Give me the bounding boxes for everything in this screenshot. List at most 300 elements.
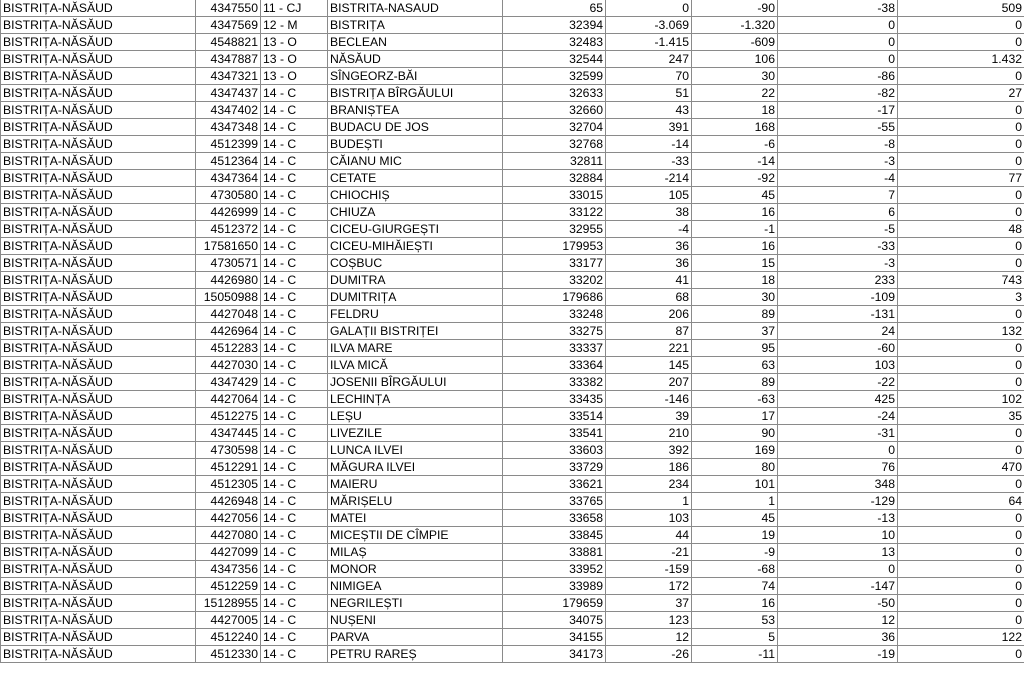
- cell-value-4[interactable]: 27: [898, 85, 1024, 102]
- cell-value-3[interactable]: 24: [778, 323, 898, 340]
- cell-value-1[interactable]: 186: [606, 459, 692, 476]
- cell-county[interactable]: BISTRIȚA-NĂSĂUD: [1, 646, 196, 663]
- cell-value-2[interactable]: 169: [692, 442, 778, 459]
- cell-locality[interactable]: NUȘENI: [328, 612, 503, 629]
- cell-county[interactable]: BISTRIȚA-NĂSĂUD: [1, 374, 196, 391]
- cell-code[interactable]: 4347356: [196, 561, 261, 578]
- cell-value-4[interactable]: 3: [898, 289, 1024, 306]
- cell-value-3[interactable]: 0: [778, 34, 898, 51]
- cell-locality[interactable]: BISTRIȚA BÎRGĂULUI: [328, 85, 503, 102]
- cell-value-4[interactable]: 0: [898, 578, 1024, 595]
- cell-value-3[interactable]: -60: [778, 340, 898, 357]
- cell-category[interactable]: 14 - C: [261, 629, 328, 646]
- cell-value-3[interactable]: -50: [778, 595, 898, 612]
- cell-code[interactable]: 4512305: [196, 476, 261, 493]
- cell-value-1[interactable]: 68: [606, 289, 692, 306]
- cell-value-4[interactable]: 0: [898, 561, 1024, 578]
- cell-value-2[interactable]: 17: [692, 408, 778, 425]
- cell-value-2[interactable]: 30: [692, 289, 778, 306]
- cell-id[interactable]: 33275: [503, 323, 606, 340]
- cell-locality[interactable]: BUDEȘTI: [328, 136, 503, 153]
- cell-code[interactable]: 4512275: [196, 408, 261, 425]
- cell-code[interactable]: 15050988: [196, 289, 261, 306]
- cell-value-2[interactable]: 15: [692, 255, 778, 272]
- cell-value-2[interactable]: 45: [692, 187, 778, 204]
- cell-category[interactable]: 14 - C: [261, 187, 328, 204]
- cell-category[interactable]: 14 - C: [261, 323, 328, 340]
- cell-county[interactable]: BISTRIȚA-NĂSĂUD: [1, 459, 196, 476]
- cell-value-3[interactable]: -5: [778, 221, 898, 238]
- cell-county[interactable]: BISTRIȚA-NĂSĂUD: [1, 85, 196, 102]
- cell-category[interactable]: 13 - O: [261, 68, 328, 85]
- cell-county[interactable]: BISTRIȚA-NĂSĂUD: [1, 306, 196, 323]
- cell-value-1[interactable]: -1.415: [606, 34, 692, 51]
- cell-category[interactable]: 14 - C: [261, 391, 328, 408]
- cell-locality[interactable]: LUNCA ILVEI: [328, 442, 503, 459]
- cell-value-4[interactable]: 0: [898, 476, 1024, 493]
- cell-category[interactable]: 11 - CJ: [261, 0, 328, 17]
- cell-value-3[interactable]: 425: [778, 391, 898, 408]
- cell-locality[interactable]: MICEȘTII DE CÎMPIE: [328, 527, 503, 544]
- cell-value-2[interactable]: -63: [692, 391, 778, 408]
- cell-value-4[interactable]: 0: [898, 68, 1024, 85]
- cell-value-2[interactable]: -14: [692, 153, 778, 170]
- cell-county[interactable]: BISTRIȚA-NĂSĂUD: [1, 408, 196, 425]
- cell-category[interactable]: 14 - C: [261, 476, 328, 493]
- cell-value-4[interactable]: 64: [898, 493, 1024, 510]
- cell-id[interactable]: 33845: [503, 527, 606, 544]
- cell-value-1[interactable]: 103: [606, 510, 692, 527]
- cell-code[interactable]: 4347364: [196, 170, 261, 187]
- cell-code[interactable]: 4347402: [196, 102, 261, 119]
- cell-locality[interactable]: BISTRITA-NASAUD: [328, 0, 503, 17]
- cell-county[interactable]: BISTRIȚA-NĂSĂUD: [1, 425, 196, 442]
- cell-value-4[interactable]: 0: [898, 187, 1024, 204]
- cell-value-3[interactable]: 76: [778, 459, 898, 476]
- cell-code[interactable]: 4347569: [196, 17, 261, 34]
- cell-value-3[interactable]: 0: [778, 442, 898, 459]
- cell-value-4[interactable]: 0: [898, 357, 1024, 374]
- cell-id[interactable]: 32955: [503, 221, 606, 238]
- cell-county[interactable]: BISTRIȚA-NĂSĂUD: [1, 493, 196, 510]
- cell-id[interactable]: 33015: [503, 187, 606, 204]
- cell-county[interactable]: BISTRIȚA-NĂSĂUD: [1, 323, 196, 340]
- cell-value-3[interactable]: 348: [778, 476, 898, 493]
- cell-value-2[interactable]: -92: [692, 170, 778, 187]
- cell-id[interactable]: 34173: [503, 646, 606, 663]
- cell-code[interactable]: 4730598: [196, 442, 261, 459]
- cell-category[interactable]: 14 - C: [261, 340, 328, 357]
- cell-id[interactable]: 179953: [503, 238, 606, 255]
- cell-locality[interactable]: CĂIANU MIC: [328, 153, 503, 170]
- cell-value-2[interactable]: -90: [692, 0, 778, 17]
- cell-value-2[interactable]: 18: [692, 272, 778, 289]
- cell-category[interactable]: 14 - C: [261, 459, 328, 476]
- cell-value-2[interactable]: 106: [692, 51, 778, 68]
- cell-value-1[interactable]: 145: [606, 357, 692, 374]
- cell-value-3[interactable]: -17: [778, 102, 898, 119]
- cell-locality[interactable]: CHIOCHIȘ: [328, 187, 503, 204]
- cell-value-3[interactable]: -3: [778, 153, 898, 170]
- cell-code[interactable]: 4347437: [196, 85, 261, 102]
- cell-locality[interactable]: FELDRU: [328, 306, 503, 323]
- cell-id[interactable]: 33435: [503, 391, 606, 408]
- cell-id[interactable]: 33122: [503, 204, 606, 221]
- cell-value-2[interactable]: 101: [692, 476, 778, 493]
- cell-code[interactable]: 4730571: [196, 255, 261, 272]
- cell-value-3[interactable]: 0: [778, 17, 898, 34]
- cell-code[interactable]: 4427048: [196, 306, 261, 323]
- cell-value-3[interactable]: -31: [778, 425, 898, 442]
- cell-value-4[interactable]: 0: [898, 238, 1024, 255]
- cell-locality[interactable]: LECHINȚA: [328, 391, 503, 408]
- cell-category[interactable]: 14 - C: [261, 221, 328, 238]
- cell-value-3[interactable]: 7: [778, 187, 898, 204]
- cell-locality[interactable]: PETRU RAREȘ: [328, 646, 503, 663]
- cell-value-1[interactable]: -159: [606, 561, 692, 578]
- cell-id[interactable]: 33382: [503, 374, 606, 391]
- cell-locality[interactable]: LEȘU: [328, 408, 503, 425]
- cell-county[interactable]: BISTRIȚA-NĂSĂUD: [1, 238, 196, 255]
- cell-code[interactable]: 4347348: [196, 119, 261, 136]
- cell-value-1[interactable]: 87: [606, 323, 692, 340]
- cell-code[interactable]: 4347887: [196, 51, 261, 68]
- cell-value-1[interactable]: 38: [606, 204, 692, 221]
- cell-code[interactable]: 4730580: [196, 187, 261, 204]
- cell-county[interactable]: BISTRIȚA-NĂSĂUD: [1, 255, 196, 272]
- cell-value-4[interactable]: 0: [898, 136, 1024, 153]
- cell-county[interactable]: BISTRIȚA-NĂSĂUD: [1, 340, 196, 357]
- cell-category[interactable]: 14 - C: [261, 527, 328, 544]
- cell-code[interactable]: 4512330: [196, 646, 261, 663]
- cell-value-3[interactable]: -24: [778, 408, 898, 425]
- cell-value-3[interactable]: -3: [778, 255, 898, 272]
- cell-value-3[interactable]: -38: [778, 0, 898, 17]
- cell-value-1[interactable]: 392: [606, 442, 692, 459]
- cell-category[interactable]: 12 - M: [261, 17, 328, 34]
- cell-county[interactable]: BISTRIȚA-NĂSĂUD: [1, 153, 196, 170]
- cell-value-4[interactable]: 77: [898, 170, 1024, 187]
- cell-county[interactable]: BISTRIȚA-NĂSĂUD: [1, 272, 196, 289]
- cell-value-1[interactable]: 172: [606, 578, 692, 595]
- cell-id[interactable]: 32544: [503, 51, 606, 68]
- cell-id[interactable]: 33729: [503, 459, 606, 476]
- cell-county[interactable]: BISTRIȚA-NĂSĂUD: [1, 629, 196, 646]
- cell-county[interactable]: BISTRIȚA-NĂSĂUD: [1, 119, 196, 136]
- cell-county[interactable]: BISTRIȚA-NĂSĂUD: [1, 527, 196, 544]
- cell-code[interactable]: 4347550: [196, 0, 261, 17]
- cell-code[interactable]: 4512291: [196, 459, 261, 476]
- cell-locality[interactable]: CICEU-MIHĂIEȘTI: [328, 238, 503, 255]
- cell-county[interactable]: BISTRIȚA-NĂSĂUD: [1, 357, 196, 374]
- cell-category[interactable]: 14 - C: [261, 357, 328, 374]
- cell-value-3[interactable]: 12: [778, 612, 898, 629]
- cell-category[interactable]: 14 - C: [261, 119, 328, 136]
- cell-code[interactable]: 4548821: [196, 34, 261, 51]
- cell-value-4[interactable]: 102: [898, 391, 1024, 408]
- cell-locality[interactable]: NEGRILEȘTI: [328, 595, 503, 612]
- cell-id[interactable]: 179659: [503, 595, 606, 612]
- cell-value-4[interactable]: 0: [898, 595, 1024, 612]
- cell-locality[interactable]: GALAȚII BISTRIȚEI: [328, 323, 503, 340]
- cell-category[interactable]: 14 - C: [261, 85, 328, 102]
- cell-value-1[interactable]: 391: [606, 119, 692, 136]
- cell-code[interactable]: 4426999: [196, 204, 261, 221]
- cell-id[interactable]: 33765: [503, 493, 606, 510]
- cell-category[interactable]: 14 - C: [261, 374, 328, 391]
- cell-locality[interactable]: BECLEAN: [328, 34, 503, 51]
- cell-value-2[interactable]: 16: [692, 204, 778, 221]
- cell-locality[interactable]: MAIERU: [328, 476, 503, 493]
- cell-category[interactable]: 14 - C: [261, 612, 328, 629]
- cell-value-3[interactable]: -55: [778, 119, 898, 136]
- cell-value-4[interactable]: 0: [898, 255, 1024, 272]
- cell-id[interactable]: 33364: [503, 357, 606, 374]
- cell-value-3[interactable]: -22: [778, 374, 898, 391]
- cell-value-1[interactable]: 221: [606, 340, 692, 357]
- cell-value-4[interactable]: 0: [898, 340, 1024, 357]
- cell-value-1[interactable]: 51: [606, 85, 692, 102]
- cell-locality[interactable]: ILVA MICĂ: [328, 357, 503, 374]
- cell-value-4[interactable]: 35: [898, 408, 1024, 425]
- cell-county[interactable]: BISTRIȚA-NĂSĂUD: [1, 68, 196, 85]
- cell-code[interactable]: 15128955: [196, 595, 261, 612]
- cell-value-2[interactable]: 22: [692, 85, 778, 102]
- cell-category[interactable]: 14 - C: [261, 408, 328, 425]
- cell-value-4[interactable]: 1.432: [898, 51, 1024, 68]
- cell-value-2[interactable]: 16: [692, 238, 778, 255]
- cell-county[interactable]: BISTRIȚA-NĂSĂUD: [1, 442, 196, 459]
- cell-value-2[interactable]: 37: [692, 323, 778, 340]
- cell-value-2[interactable]: 63: [692, 357, 778, 374]
- cell-code[interactable]: 4426964: [196, 323, 261, 340]
- cell-value-2[interactable]: 80: [692, 459, 778, 476]
- cell-id[interactable]: 34075: [503, 612, 606, 629]
- cell-category[interactable]: 14 - C: [261, 136, 328, 153]
- cell-county[interactable]: BISTRIȚA-NĂSĂUD: [1, 17, 196, 34]
- cell-code[interactable]: 4426980: [196, 272, 261, 289]
- cell-value-4[interactable]: 0: [898, 510, 1024, 527]
- cell-value-1[interactable]: 36: [606, 238, 692, 255]
- cell-code[interactable]: 4427056: [196, 510, 261, 527]
- cell-category[interactable]: 14 - C: [261, 646, 328, 663]
- cell-code[interactable]: 4427064: [196, 391, 261, 408]
- cell-value-1[interactable]: 234: [606, 476, 692, 493]
- cell-value-3[interactable]: -4: [778, 170, 898, 187]
- cell-value-2[interactable]: 74: [692, 578, 778, 595]
- cell-county[interactable]: BISTRIȚA-NĂSĂUD: [1, 595, 196, 612]
- cell-value-2[interactable]: -9: [692, 544, 778, 561]
- cell-code[interactable]: 4427005: [196, 612, 261, 629]
- cell-county[interactable]: BISTRIȚA-NĂSĂUD: [1, 136, 196, 153]
- cell-county[interactable]: BISTRIȚA-NĂSĂUD: [1, 544, 196, 561]
- cell-category[interactable]: 14 - C: [261, 578, 328, 595]
- cell-value-1[interactable]: 206: [606, 306, 692, 323]
- cell-county[interactable]: BISTRIȚA-NĂSĂUD: [1, 510, 196, 527]
- cell-locality[interactable]: NĂSĂUD: [328, 51, 503, 68]
- cell-value-4[interactable]: 122: [898, 629, 1024, 646]
- cell-value-3[interactable]: -147: [778, 578, 898, 595]
- cell-value-3[interactable]: 36: [778, 629, 898, 646]
- cell-locality[interactable]: ILVA MARE: [328, 340, 503, 357]
- cell-value-3[interactable]: -13: [778, 510, 898, 527]
- cell-id[interactable]: 33621: [503, 476, 606, 493]
- cell-county[interactable]: BISTRIȚA-NĂSĂUD: [1, 391, 196, 408]
- cell-locality[interactable]: CETATE: [328, 170, 503, 187]
- cell-category[interactable]: 14 - C: [261, 204, 328, 221]
- cell-value-3[interactable]: -129: [778, 493, 898, 510]
- cell-id[interactable]: 65: [503, 0, 606, 17]
- cell-id[interactable]: 32811: [503, 153, 606, 170]
- cell-value-2[interactable]: 53: [692, 612, 778, 629]
- cell-value-4[interactable]: 0: [898, 306, 1024, 323]
- cell-value-1[interactable]: 41: [606, 272, 692, 289]
- cell-id[interactable]: 33248: [503, 306, 606, 323]
- cell-locality[interactable]: DUMITRA: [328, 272, 503, 289]
- cell-county[interactable]: BISTRIȚA-NĂSĂUD: [1, 221, 196, 238]
- cell-id[interactable]: 33989: [503, 578, 606, 595]
- cell-id[interactable]: 32599: [503, 68, 606, 85]
- cell-value-3[interactable]: 103: [778, 357, 898, 374]
- cell-id[interactable]: 33603: [503, 442, 606, 459]
- cell-value-2[interactable]: 168: [692, 119, 778, 136]
- cell-value-1[interactable]: 123: [606, 612, 692, 629]
- cell-county[interactable]: BISTRIȚA-NĂSĂUD: [1, 476, 196, 493]
- cell-locality[interactable]: MONOR: [328, 561, 503, 578]
- cell-code[interactable]: 4512240: [196, 629, 261, 646]
- cell-id[interactable]: 33514: [503, 408, 606, 425]
- cell-county[interactable]: BISTRIȚA-NĂSĂUD: [1, 0, 196, 17]
- cell-value-1[interactable]: 210: [606, 425, 692, 442]
- cell-value-4[interactable]: 0: [898, 612, 1024, 629]
- cell-value-1[interactable]: 39: [606, 408, 692, 425]
- cell-value-2[interactable]: 1: [692, 493, 778, 510]
- cell-value-2[interactable]: 16: [692, 595, 778, 612]
- cell-value-4[interactable]: 0: [898, 17, 1024, 34]
- cell-id[interactable]: 32768: [503, 136, 606, 153]
- cell-value-4[interactable]: 0: [898, 544, 1024, 561]
- cell-category[interactable]: 14 - C: [261, 272, 328, 289]
- cell-value-4[interactable]: 0: [898, 119, 1024, 136]
- cell-county[interactable]: BISTRIȚA-NĂSĂUD: [1, 561, 196, 578]
- cell-id[interactable]: 33177: [503, 255, 606, 272]
- cell-county[interactable]: BISTRIȚA-NĂSĂUD: [1, 612, 196, 629]
- cell-value-4[interactable]: 48: [898, 221, 1024, 238]
- cell-county[interactable]: BISTRIȚA-NĂSĂUD: [1, 578, 196, 595]
- cell-locality[interactable]: MILAȘ: [328, 544, 503, 561]
- cell-value-3[interactable]: -82: [778, 85, 898, 102]
- cell-value-4[interactable]: 0: [898, 425, 1024, 442]
- cell-code[interactable]: 4512259: [196, 578, 261, 595]
- cell-category[interactable]: 14 - C: [261, 170, 328, 187]
- cell-category[interactable]: 14 - C: [261, 595, 328, 612]
- cell-value-2[interactable]: 95: [692, 340, 778, 357]
- cell-value-1[interactable]: -4: [606, 221, 692, 238]
- cell-value-3[interactable]: -8: [778, 136, 898, 153]
- cell-category[interactable]: 14 - C: [261, 238, 328, 255]
- cell-value-4[interactable]: 0: [898, 374, 1024, 391]
- cell-value-2[interactable]: 89: [692, 306, 778, 323]
- cell-category[interactable]: 14 - C: [261, 442, 328, 459]
- cell-value-3[interactable]: -19: [778, 646, 898, 663]
- cell-value-1[interactable]: 105: [606, 187, 692, 204]
- cell-value-4[interactable]: 0: [898, 102, 1024, 119]
- cell-value-3[interactable]: -109: [778, 289, 898, 306]
- cell-locality[interactable]: CICEU-GIURGEȘTI: [328, 221, 503, 238]
- cell-id[interactable]: 32884: [503, 170, 606, 187]
- cell-value-1[interactable]: -33: [606, 153, 692, 170]
- cell-locality[interactable]: BISTRIȚA: [328, 17, 503, 34]
- cell-code[interactable]: 4347429: [196, 374, 261, 391]
- cell-value-3[interactable]: 0: [778, 51, 898, 68]
- cell-value-1[interactable]: 37: [606, 595, 692, 612]
- cell-code[interactable]: 4512283: [196, 340, 261, 357]
- cell-locality[interactable]: CHIUZA: [328, 204, 503, 221]
- cell-category[interactable]: 14 - C: [261, 102, 328, 119]
- cell-value-2[interactable]: 5: [692, 629, 778, 646]
- cell-code[interactable]: 4347445: [196, 425, 261, 442]
- cell-value-4[interactable]: 509: [898, 0, 1024, 17]
- cell-code[interactable]: 4512364: [196, 153, 261, 170]
- cell-county[interactable]: BISTRIȚA-NĂSĂUD: [1, 51, 196, 68]
- cell-value-2[interactable]: 90: [692, 425, 778, 442]
- cell-locality[interactable]: BRANIȘTEA: [328, 102, 503, 119]
- cell-value-1[interactable]: 247: [606, 51, 692, 68]
- cell-locality[interactable]: BUDACU DE JOS: [328, 119, 503, 136]
- cell-code[interactable]: 4427080: [196, 527, 261, 544]
- cell-county[interactable]: BISTRIȚA-NĂSĂUD: [1, 170, 196, 187]
- cell-locality[interactable]: MĂGURA ILVEI: [328, 459, 503, 476]
- cell-id[interactable]: 32633: [503, 85, 606, 102]
- cell-value-2[interactable]: -1.320: [692, 17, 778, 34]
- cell-locality[interactable]: SÎNGEORZ-BĂI: [328, 68, 503, 85]
- cell-value-2[interactable]: 18: [692, 102, 778, 119]
- cell-value-1[interactable]: 36: [606, 255, 692, 272]
- cell-value-1[interactable]: 207: [606, 374, 692, 391]
- cell-id[interactable]: 33541: [503, 425, 606, 442]
- cell-value-2[interactable]: 19: [692, 527, 778, 544]
- cell-value-4[interactable]: 0: [898, 204, 1024, 221]
- cell-value-3[interactable]: -86: [778, 68, 898, 85]
- cell-category[interactable]: 13 - O: [261, 34, 328, 51]
- cell-category[interactable]: 14 - C: [261, 289, 328, 306]
- cell-id[interactable]: 33337: [503, 340, 606, 357]
- cell-value-1[interactable]: 44: [606, 527, 692, 544]
- cell-value-4[interactable]: 0: [898, 442, 1024, 459]
- cell-value-4[interactable]: 0: [898, 646, 1024, 663]
- cell-id[interactable]: 33881: [503, 544, 606, 561]
- cell-value-1[interactable]: 70: [606, 68, 692, 85]
- cell-value-2[interactable]: 45: [692, 510, 778, 527]
- cell-county[interactable]: BISTRIȚA-NĂSĂUD: [1, 102, 196, 119]
- cell-category[interactable]: 14 - C: [261, 510, 328, 527]
- cell-value-4[interactable]: 470: [898, 459, 1024, 476]
- cell-value-1[interactable]: -3.069: [606, 17, 692, 34]
- cell-value-3[interactable]: 0: [778, 561, 898, 578]
- cell-value-2[interactable]: -68: [692, 561, 778, 578]
- cell-value-3[interactable]: 6: [778, 204, 898, 221]
- cell-value-4[interactable]: 0: [898, 34, 1024, 51]
- cell-locality[interactable]: COȘBUC: [328, 255, 503, 272]
- cell-category[interactable]: 14 - C: [261, 306, 328, 323]
- cell-value-4[interactable]: 743: [898, 272, 1024, 289]
- cell-value-2[interactable]: -6: [692, 136, 778, 153]
- cell-locality[interactable]: JOSENII BÎRGĂULUI: [328, 374, 503, 391]
- cell-id[interactable]: 32660: [503, 102, 606, 119]
- cell-code[interactable]: 4512372: [196, 221, 261, 238]
- cell-code[interactable]: 17581650: [196, 238, 261, 255]
- cell-id[interactable]: 32704: [503, 119, 606, 136]
